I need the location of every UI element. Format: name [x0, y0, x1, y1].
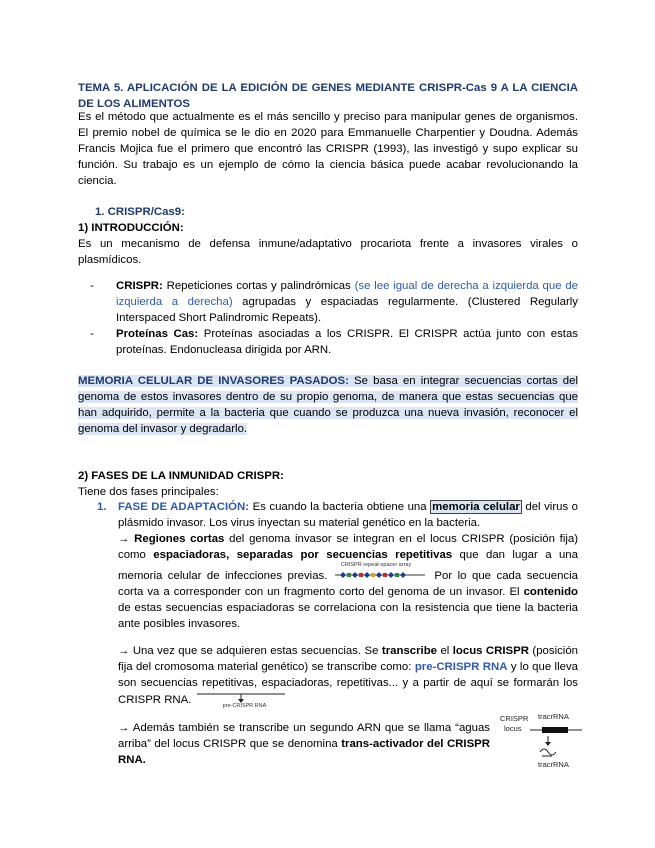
section-2-intro: Tiene dos fases principales: [78, 486, 219, 498]
p1-text-d: que dan lugar a una memoria celular de infecciones previas. [118, 549, 578, 582]
arrow-1: → [118, 533, 135, 545]
memoria-paragraph [78, 373, 578, 437]
crispr-text-a: Repeticiones cortas y palindrómicas [162, 280, 355, 292]
p3-text-a: → Además también se transcribe un segundo ARN que se llama “aguas arriba” del locus CRISPR que se denomina [118, 722, 490, 750]
p2-text-g: y lo que lleva son secuencias repetitivas, espaciadoras, repetitivas... y a partir de aquí se formarán los CRISPR RNA. [118, 661, 578, 706]
tracrrna-paragraph [118, 720, 490, 768]
fase-text-a: Es cuando la bacteria obtiene una [249, 501, 431, 513]
memoria-celular-term: memoria celular [432, 501, 520, 513]
p1-text-b: del genoma invasor se integran en el locus CRISPR (posición fija) como [118, 533, 579, 561]
fase-adaptacion-text [118, 499, 578, 632]
p1-text-g: de estas secuencias espaciadoras se correlaciona con la resistencia que tiene la bacteria ante posibles invasores. [118, 602, 578, 630]
p2-text-c: el [437, 645, 453, 657]
intro-paragraph: Es el método que actualmente es el más sencillo y preciso para manipular genes de organismos. El premio nobel de química se le dio en 2020 para Emmanuelle Charpentier y Doudna. Además Francis Mojica fue el primero que encontró las CRISPR (1993), las investigó y supo explicar su función. Su trabajo es un ejemplo de cómo la ciencia básica puede acabar revolucionando la ciencia. [78, 111, 578, 187]
term-crispr: CRISPR: [116, 280, 163, 292]
fig-locus-label: locus [504, 724, 522, 733]
subsection-intro-heading: 1) INTRODUCCIÓN: [78, 222, 184, 234]
transcription-paragraph [118, 643, 578, 711]
transcribe-term: transcribe [381, 645, 438, 657]
tracrrna-figure [500, 710, 584, 770]
list-item-crispr [78, 278, 578, 326]
section-1-heading: 1. CRISPR/Cas9: [95, 206, 185, 218]
fase-title: FASE DE ADAPTACIÓN: [118, 501, 250, 513]
pre-crispr-rna-figure [195, 691, 287, 711]
espaciadoras-term: espaciadoras, separadas por secuencias repetitivas [153, 549, 453, 561]
pre-crispr-rna-term: pre-CRISPR RNA [414, 661, 508, 673]
intro-definition: Es un mecanismo de defensa inmune/adaptativo procariota frente a invasores virales o plasmídicos. [78, 238, 578, 266]
contenido-term: contenido [523, 586, 578, 598]
trans-activador-term: trans-activador del CRISPR RNA. [118, 738, 490, 766]
fase-number: 1. [97, 501, 107, 513]
fig-crispr-label: CRISPR [500, 714, 529, 723]
fase-text-c: del virus o plásmido invasor. Los virus inyectan su material genético en la bacteria. [118, 501, 578, 529]
memoria-text: Se basa en integrar secuencias cortas del genoma de estos invasores dentro de su propio genoma, de manera que estas secuencias que han adquirido, permite a la bacteria que cuando se produzca una nueva invasión, reconocer el genoma del invasor y degradarlo. [78, 375, 578, 435]
document-title: TEMA 5. APLICACIÓN DE LA EDICIÓN DE GENES MEDIANTE CRISPR-Cas 9 A LA CIENCIA DE LOS ALIMENTOS [78, 82, 578, 110]
crispr-palindrome-note: (se lee igual de derecha a izquierda que de izquierda a derecha) [116, 280, 578, 308]
p2-text-e: (posición fija del cromosoma material genético) se transcribe como: [118, 645, 579, 673]
crispr-array-icon [333, 568, 429, 582]
pre-crispr-arrow-icon [195, 691, 287, 703]
locus-crispr-term: locus CRISPR [452, 645, 529, 657]
list-item-cas [78, 326, 578, 358]
term-cas: Proteínas Cas: [116, 328, 199, 340]
crispr-text-b: agrupadas y espaciadas regularmente. (Clustered Regularly Interspaced Short Palindromic Repeats). [116, 296, 578, 324]
fig-tracrrna-top-label: tracrRNA [538, 712, 569, 721]
p2-text-a: → Una vez que se adquieren estas secuencias. Se [118, 645, 382, 657]
regiones-cortas-term: Regiones cortas [134, 533, 225, 545]
fig-tracrrna-bottom-label: tracrRNA [538, 760, 569, 769]
definition-list [78, 278, 578, 358]
memoria-term: MEMORIA CELULAR DE INVASORES PASADOS: [78, 375, 349, 387]
section-2-heading: 2) FASES DE LA INMUNIDAD CRISPR: [78, 470, 284, 482]
pre-crispr-rna-label: pre-CRISPR RNA [222, 703, 267, 709]
p1-text-e: Por lo que cada secuencia corta va a corresponder con un fragmento corto del genoma de un invasor. El [118, 570, 578, 598]
crispr-array-figure [333, 563, 429, 581]
cas-text: Proteínas asociadas a los CRISPR. El CRISPR actúa junto con estas proteínas. Endonucleasa dirigida por ARN. [116, 328, 579, 356]
crispr-array-label: CRISPR repeat-spacer array [340, 562, 412, 568]
